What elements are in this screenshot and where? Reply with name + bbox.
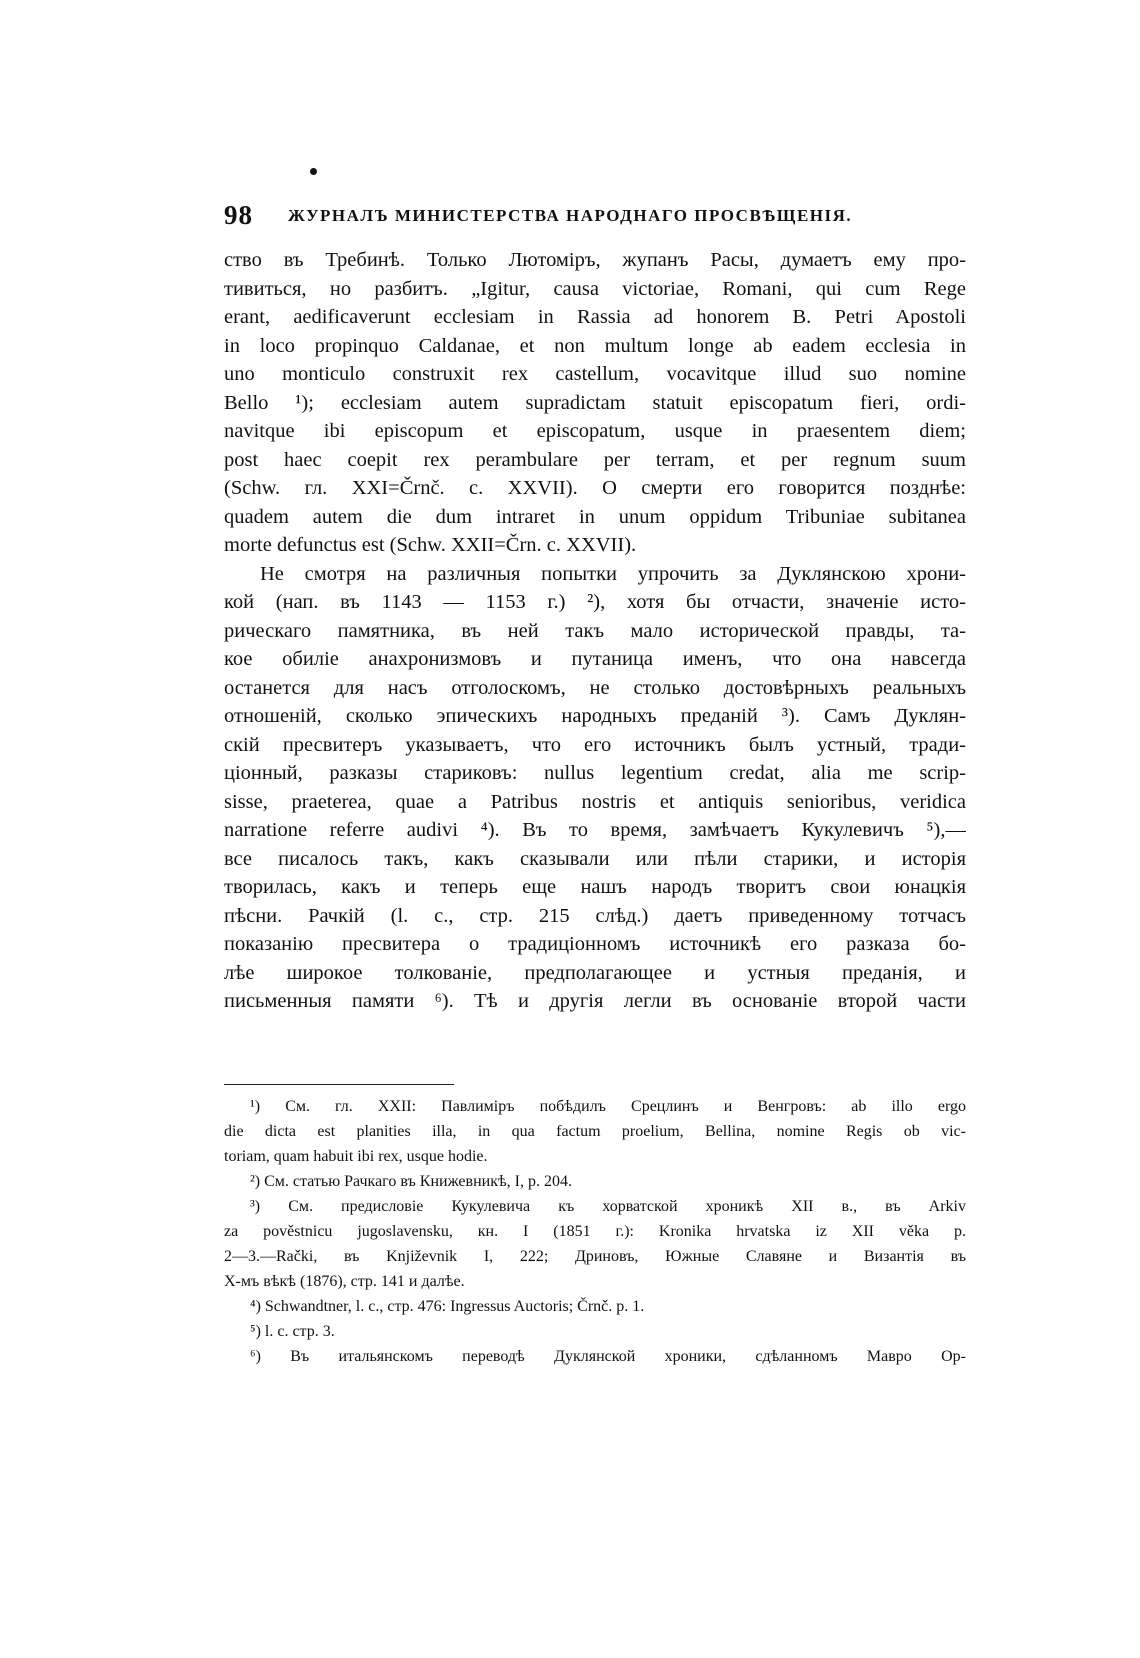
footnotes <box>224 1094 966 1369</box>
text-line: останется для насъ отголоскомъ, не столько достовѣрныхъ реальныхъ <box>224 676 966 699</box>
footnote-2: ²) См. статью Рачкаго въ Книжевникѣ, I, p. 204. <box>250 1173 572 1190</box>
footnote-1: ¹) См. гл. XXII: Павлиміръ побѣдилъ Срецлинъ и Венгровъ: ab illo ergo <box>250 1098 966 1115</box>
footnote-1-cont: toriam, quam habuit ibi rex, usque hodie. <box>224 1148 488 1165</box>
main-text <box>224 246 966 1016</box>
text-line: erant, aedificaverunt ecclesiam in Rassia ad honorem B. Petri Apostoli <box>224 306 966 328</box>
text-line: все писалось такъ, какъ сказывали или пѣли старики, и исторія <box>224 847 966 870</box>
text-line: кое обиліе анахронизмовъ и путаница именъ, что она навсегда <box>224 648 966 670</box>
text-line: отношеній, сколько эпическихъ народныхъ преданій ³). Самъ Дуклян- <box>224 705 966 727</box>
footnote-3-cont: za pověstnicu jugoslavensku, кн. I (1851 г.): Kronika hrvatska iz XII věka p. <box>224 1223 966 1240</box>
footnote-3-cont: X-мъ вѣкѣ (1876), стр. 141 и далѣе. <box>224 1273 465 1290</box>
text-line: пѣсни. Рачкій (l. c., стр. 215 слѣд.) даетъ приведенному тотчасъ <box>224 904 966 927</box>
text-line: narratione referre audivi ⁴). Въ то время, замѣчаетъ Кукулевичъ ⁵),— <box>224 819 966 841</box>
text-line: in loco propinquo Caldanae, et non multum longe ab eadem ecclesia in <box>224 334 966 357</box>
paragraph-2 <box>224 560 966 1016</box>
footnote-3: ³) См. предисловіе Кукулевича къ хорватской хроникѣ XII в., въ Arkiv <box>250 1198 966 1215</box>
text-line: quadem autem die dum intraret in unum oppidum Tribuniae subitanea <box>224 505 966 528</box>
footnote-divider <box>224 1084 454 1085</box>
text-line: показанію пресвитера о традиціонномъ источникѣ его разказа бо- <box>224 933 966 955</box>
text-line: (Schw. гл. XXI=Črnč. c. XXVII). О смерти его говорится позднѣе: <box>224 477 966 499</box>
running-title: ЖУРНАЛЪ МИНИСТЕРСТВА НАРОДНАГО ПРОСВѢЩЕНІЯ. <box>288 206 853 225</box>
text-line: тивиться, но разбитъ. „Igitur, causa victoriae, Romani, qui cum Rege <box>224 277 966 300</box>
footnote-1-cont: die dicta est planities illa, in qua factum proelium, Bellina, nomine Regis ob vic- <box>224 1123 966 1140</box>
paragraph-1 <box>224 246 966 560</box>
text-line: uno monticulo construxit rex castellum, vocavitque illud suo nomine <box>224 363 966 385</box>
text-line: рическаго памятника, въ ней такъ мало исторической правды, та- <box>224 619 966 642</box>
text-line: sisse, praeterea, quae a Patribus nostris et antiquis senioribus, veridica <box>224 790 966 813</box>
text-line: morte defunctus est (Schw. XXII=Črn. c. XXVII). <box>224 534 637 556</box>
text-line: скій пресвитеръ указываетъ, что его источникъ былъ устный, тради- <box>224 733 966 756</box>
text-line: post haec coepit rex perambulare per terram, et per regnum suum <box>224 448 966 471</box>
text-line: лѣе широкое толкованіе, предполагающее и устныя преданія, и <box>224 961 966 984</box>
text-line: Не смотря на различныя попытки упрочить за Дуклянскою хрони- <box>260 562 966 585</box>
text-line: кой (нап. въ 1143 — 1153 г.) ²), хотя бы отчасти, значеніе исто- <box>224 591 966 613</box>
text-line: творилась, какъ и теперь еще нашъ народъ творитъ свои юнацкія <box>224 876 966 898</box>
footnote-3-cont: 2—3.—Rački, въ Književnik I, 222; Дриновъ, Южные Славяне и Византія въ <box>224 1248 966 1265</box>
print-speck <box>310 168 317 175</box>
text-line: ціонный, разказы стариковъ: nullus legentium credat, alia me scrip- <box>224 762 966 784</box>
text-line: Bello ¹); ecclesiam autem supradictam statuit episcopatum fieri, ordi- <box>224 391 966 414</box>
footnote-6: ⁶) Въ итальянскомъ переводѣ Дуклянской хроники, сдѣланномъ Мавро Ор- <box>250 1348 966 1365</box>
text-line: ство въ Требинѣ. Только Лютоміръ, жупанъ Расы, думаетъ ему про- <box>224 249 966 271</box>
text-line: navitque ibi episcopum et episcopatum, usque in praesentem diem; <box>224 420 966 442</box>
text-line: письменныя памяти ⁶). Тѣ и другія легли въ основаніе второй части <box>224 990 966 1012</box>
page-number: 98 <box>224 200 253 230</box>
page-header <box>224 200 924 234</box>
footnote-5: ⁵) l. c. стр. 3. <box>250 1323 335 1340</box>
footnote-4: ⁴) Schwandtner, l. c., стр. 476: Ingressus Auctoris; Črnč. p. 1. <box>250 1298 645 1315</box>
